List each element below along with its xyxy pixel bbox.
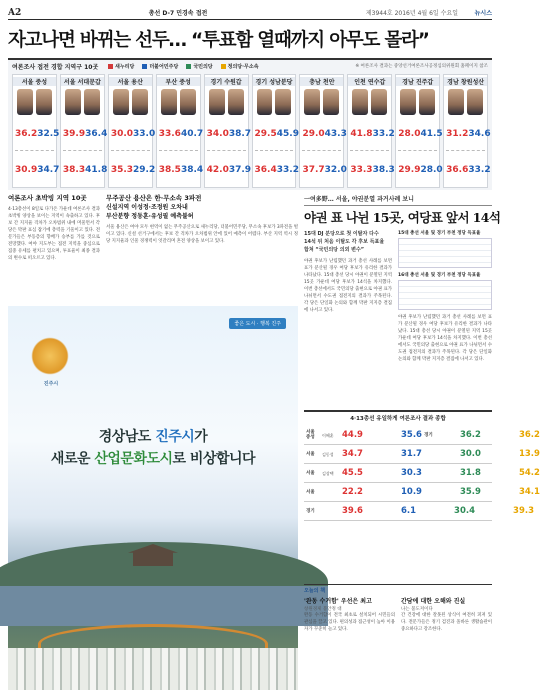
bottom-left-sub: 창원경제 불안정 대 — [304, 607, 342, 612]
ad-headline-2: 새로운 산업문화도시로 비상합니다 — [50, 451, 256, 467]
table-cell — [422, 468, 481, 478]
left-column-body: 4·13총선이 8일로 다가온 가운데 여론조사 결과 초박빙 양상을 보이는 지역이 속출하고 있다. 후보 간 지지율 격차가 오차범위 내에 머물면서 각 당은 막판 표심 잡기에 총력을 기울이고 있다. 전문가들은 부동층의 향배가 승부를 가를 것으로 전망했다. 여야 지도부는 접전 지역을 중심으로 집중 유세를 펼치고 있으며, 투표율이 최종 결과의 변수로 떠오르고 있다. — [8, 207, 100, 261]
candidate-photo — [36, 89, 52, 115]
candidate-photo — [132, 89, 148, 115]
poll-round-1 — [62, 129, 108, 139]
poll-round-2 — [302, 165, 347, 175]
poll-value: 36.4 — [254, 165, 277, 175]
poll-source: ※ 여론조사 결과는 중앙선거여론조사공정심의위원회 홈페이지 참조 — [355, 64, 488, 69]
table-row — [304, 502, 535, 521]
poll-value: 33.0 — [133, 129, 156, 139]
poll-value: 29.9 — [398, 165, 421, 175]
candidate-photo — [65, 89, 81, 115]
candidate-photo — [275, 89, 291, 115]
table-cell — [481, 468, 540, 478]
candidate-photo — [467, 89, 483, 115]
table-value: 35.6 — [400, 430, 422, 440]
candidate-photos — [448, 89, 483, 115]
poll-round-1 — [206, 129, 252, 139]
table-cell — [363, 487, 422, 497]
table-cell — [416, 506, 475, 516]
poll-round-1 — [110, 129, 156, 139]
poll-region-card — [60, 74, 108, 188]
poll-region-card — [395, 74, 443, 188]
poll-value: 38.7 — [228, 129, 252, 139]
poll-value: 32.5 — [37, 129, 60, 139]
table-row — [304, 464, 540, 483]
poll-value: 37.7 — [302, 165, 325, 175]
table-cell — [304, 430, 363, 440]
row-region: 경기 — [306, 508, 315, 514]
poll-value: 32.0 — [324, 165, 347, 175]
table-value: 44.9 — [342, 430, 363, 440]
table-value: 30.4 — [454, 506, 476, 516]
row-region: 서울 중성 — [306, 430, 315, 440]
region-name: 충남 천안 — [300, 77, 343, 86]
candidate-photo — [228, 89, 244, 115]
poll-value: 29.5 — [254, 129, 277, 139]
poll-value: 42.0 — [206, 165, 229, 175]
table-row — [304, 426, 540, 445]
divider — [15, 150, 54, 151]
poll-round-2 — [254, 165, 299, 175]
left-column-head: 여론조사 초박빙 지역 10곳 — [8, 194, 87, 202]
poll-value: 36.6 — [446, 165, 469, 175]
poll-value: 38.4 — [180, 165, 204, 175]
city-skyline — [8, 648, 298, 690]
divider — [255, 150, 294, 151]
candidate-photos — [17, 89, 52, 115]
divider — [302, 150, 341, 151]
poll-graphic — [8, 58, 492, 190]
article-subhead: 14석 뒤 처음 이탈도 각 후보 득표율 — [304, 239, 385, 245]
region-name: 경기 성남분당 — [253, 77, 296, 86]
article-body-cont: 야권 후보가 난립했던 과거 총선 사례를 보면 표가 분산될 경우 여당 후보가 유리한 결과가 나타났다. 15대 총선 당시 야권이 분열된 지역 15곳 가운데 여당 후보가 14석을 차지했다. 이번 총선에서도 국민의당 출현으로 야권 표가 나뉘면서 수도권 접전지의 결과가 주목된다. 각 당은 단일화 논의와 함께 막판 지지층 결집에 나서고 있다. — [398, 315, 492, 362]
poll-round-1 — [398, 129, 443, 139]
poll-value: 33.2 — [468, 165, 491, 175]
divider — [398, 150, 437, 151]
table-value: 31.8 — [459, 468, 481, 478]
table-value: 31.7 — [400, 449, 422, 459]
candidate-photos — [257, 89, 292, 115]
candidate-name: 김상택 — [322, 470, 334, 476]
bottom-left-body: 완동 수거함이 전국 최초로 설치되어 시민들의 관심을 끌고 있다. 편의성과 접근성이 높아 이용자가 꾸준히 늘고 있다. — [304, 613, 395, 632]
bottom-section — [304, 584, 492, 688]
row-region: 서울 — [306, 489, 315, 495]
poll-title: 여론조사 접전 경합 지역구 10곳 — [12, 64, 99, 71]
poll-round-1 — [350, 129, 395, 139]
table-value: 39.6 — [342, 506, 363, 516]
table-value: 22.2 — [342, 487, 363, 497]
table-value: 39.3 — [513, 506, 535, 516]
table-cell — [304, 506, 363, 516]
candidate-photos — [304, 89, 339, 115]
article-subhead: 15대 DJ 분당으로 첫 이탈자 다수 — [304, 231, 379, 237]
row-region: 경기 — [423, 432, 433, 438]
left-column — [8, 194, 100, 302]
candidate-photos — [65, 89, 100, 115]
region-name: 서울 서대문갑 — [61, 77, 104, 86]
poll-regions — [12, 74, 491, 188]
table-value: 36.2 — [459, 430, 481, 440]
candidate-photo — [352, 89, 368, 115]
table-value: 34.7 — [342, 449, 363, 459]
region-name: 서울 용산 — [109, 77, 152, 86]
poll-value: 38.3 — [62, 165, 86, 175]
poll-value: 43.3 — [324, 129, 347, 139]
page-headline: 자고나면 바뀌는 선두… “투표함 열때까지 아무도 몰라” — [8, 30, 429, 51]
bottom-label: 오늘의 책 — [304, 584, 492, 594]
candidate-photo — [209, 89, 225, 115]
middle-column-sub: 신설지역 이성정·조정원 오차내 — [106, 204, 188, 211]
poll-round-1 — [446, 129, 491, 139]
poll-value: 39.9 — [62, 129, 86, 139]
poll-region-card — [156, 74, 204, 188]
table-value: 34.1 — [518, 487, 540, 497]
poll-value: 33.3 — [350, 165, 373, 175]
poll-round-2 — [110, 165, 156, 175]
poll-round-2 — [62, 165, 108, 175]
poll-round-1 — [302, 129, 347, 139]
poll-value: 28.0 — [398, 129, 421, 139]
article-kicker: 一여多野… 서울, 야권분열 과거사례 보니 — [304, 196, 414, 203]
poll-value: 30.0 — [110, 129, 134, 139]
data-table — [398, 238, 492, 268]
poll-round-1 — [254, 129, 299, 139]
results-table-title: 4·13총선 유일하게 여론조사 결과 종합 — [304, 410, 492, 422]
candidate-photos — [400, 89, 435, 115]
poll-value: 33.2 — [372, 129, 395, 139]
poll-round-2 — [15, 165, 60, 175]
bottom-right-sub: 나는 불도저이다 — [401, 607, 433, 612]
poll-value: 38.5 — [158, 165, 181, 175]
poll-round-2 — [350, 165, 395, 175]
bottom-right-head: 간담에 대한 오해와 진실 — [401, 598, 466, 605]
candidate-photo — [84, 89, 100, 115]
poll-value: 34.0 — [206, 129, 229, 139]
bottom-left-head: '완동 수거함' 우선은 최고 — [304, 598, 372, 605]
candidate-photos — [113, 89, 148, 115]
section-title: 총선 D-7 민경속 접전 — [148, 10, 208, 17]
table-caption: 15대 총선 서울 및 경기 부천 정당 득표율 — [398, 231, 481, 236]
region-name: 경남 진주갑 — [396, 77, 439, 86]
candidate-photos — [209, 89, 244, 115]
data-table — [398, 280, 492, 310]
table-value: 45.5 — [342, 468, 363, 478]
divider — [350, 150, 389, 151]
issue-info: 제3944호 2016년 4월 6일 수요일 — [365, 10, 458, 17]
legend-item: 국민의당 — [186, 63, 212, 70]
table-cell — [304, 449, 363, 459]
newspaper-logo: 뉴시스 — [474, 10, 492, 17]
poll-value: 37.9 — [228, 165, 252, 175]
candidate-photo — [304, 89, 320, 115]
candidate-photo — [448, 89, 464, 115]
table-value: 54.2 — [518, 468, 540, 478]
river — [0, 586, 328, 626]
poll-value: 40.7 — [180, 129, 204, 139]
region-name: 경기 수원갑 — [205, 77, 248, 86]
region-name: 서울 중성 — [13, 77, 56, 86]
table-value: 6.1 — [400, 506, 417, 516]
table-caption: 16대 총선 서울 및 경기 부천 정당 득표율 — [398, 273, 481, 278]
page-number: A2 — [8, 7, 22, 18]
legend-swatch-saenuri — [108, 64, 113, 69]
candidate-photo — [323, 89, 339, 115]
candidate-name: 김동성 — [322, 451, 334, 457]
row-region: 서울 — [306, 451, 315, 457]
middle-column-sub2: 부산분향 정동훈·유성필 예측불허 — [106, 213, 194, 220]
poll-region-card — [252, 74, 297, 188]
table-value: 13.9 — [518, 449, 540, 459]
candidate-photo — [113, 89, 129, 115]
table-value: 30.3 — [400, 468, 422, 478]
poll-region-card — [12, 74, 60, 188]
poll-round-2 — [446, 165, 491, 175]
table-cell — [363, 468, 422, 478]
table-cell — [422, 449, 481, 459]
poll-value: 28.0 — [420, 165, 443, 175]
poll-region-card — [204, 74, 252, 188]
divider — [304, 205, 492, 206]
table-row — [304, 445, 540, 464]
poll-value: 38.3 — [372, 165, 395, 175]
candidate-photos — [352, 89, 387, 115]
article-body: 야권 후보가 난립했던 과거 총선 사례를 보면 표가 분산될 경우 여당 후보가 유리한 결과가 나타났다. 15대 총선 당시 야권이 분열된 지역 15곳 가운데 여당 후보가 14석을 차지했다. 이번 총선에서도 국민의당 출현으로 야권 표가 나뉘면서 수도권 접전지의 결과가 주목된다. 각 당은 단일화 논의와 함께 막판 지지층 결집에 나서고 있다. — [304, 259, 392, 313]
candidate-photo — [419, 89, 435, 115]
legend-item: 더불어민주당 — [142, 63, 178, 70]
poll-region-card — [299, 74, 347, 188]
poll-value: 36.2 — [15, 129, 38, 139]
poll-value: 41.8 — [85, 165, 108, 175]
poll-region-card — [347, 74, 395, 188]
candidate-photo — [400, 89, 416, 115]
table-value: 30.0 — [459, 449, 481, 459]
table-cell — [363, 449, 422, 459]
ad-headline-1: 경상남도 진주시가 — [98, 429, 208, 445]
legend-item: 새누리당 — [108, 63, 134, 70]
emblem-label: 진주시 — [43, 381, 59, 387]
poll-value: 34.6 — [468, 129, 491, 139]
jinju-emblem-icon — [28, 334, 72, 378]
article-subhead: 합쳐 “국민의당 의외 변수” — [304, 247, 365, 253]
divider — [63, 150, 102, 151]
poll-legend — [108, 63, 259, 70]
poll-round-2 — [398, 165, 443, 175]
divider — [207, 150, 246, 151]
candidate-photo — [257, 89, 273, 115]
results-table-box — [304, 410, 540, 580]
region-name: 부산 중성 — [157, 77, 200, 86]
poll-value: 36.4 — [85, 129, 108, 139]
poll-value: 41.8 — [350, 129, 373, 139]
table-row — [304, 483, 540, 502]
legend-item: 정의당·무소속 — [221, 63, 259, 70]
table-cell — [363, 430, 422, 440]
candidate-photo — [17, 89, 33, 115]
poll-value: 33.2 — [276, 165, 299, 175]
row-region: 서울 — [306, 470, 315, 476]
middle-column — [106, 194, 298, 302]
poll-value: 41.5 — [420, 129, 443, 139]
table-cell — [422, 487, 481, 497]
region-name: 경남 창원성산 — [444, 77, 487, 86]
poll-value: 29.0 — [302, 129, 325, 139]
divider — [446, 150, 485, 151]
poll-value: 35.3 — [110, 165, 134, 175]
divider — [159, 150, 198, 151]
results-table — [304, 426, 540, 521]
poll-round-1 — [15, 129, 60, 139]
bottom-right-body: 간 건강에 대한 잘못된 상식이 여전히 퍼져 있다. 전문가들은 정기 검진과 올바른 생활습관이 중요하다고 강조한다. — [401, 613, 492, 632]
poll-region-card — [108, 74, 156, 188]
poll-round-2 — [206, 165, 252, 175]
advertisement-jinju — [8, 306, 298, 690]
middle-column-body: 서울 용산은 여야 모두 현역이 없는 무주공산으로 새누리당, 더불어민주당, 무소속 후보가 3파전을 벌이고 있다. 신설 선거구에서는 후보 간 격차가 오차범위 안에 있어 예측이 어렵다. 부산 지역 역시 정당 지지율과 인물 경쟁력이 엇갈리며 혼전 양상을 보이고 있다. — [106, 225, 298, 244]
divider — [111, 150, 150, 151]
poll-value: 34.7 — [37, 165, 60, 175]
middle-column-head: 무주공산 용산은 한·무소속 3파전 — [106, 194, 202, 202]
candidate-name: 이혜훈 — [322, 432, 334, 438]
table-value: 10.9 — [400, 487, 422, 497]
candidate-photo — [161, 89, 177, 115]
poll-value: 30.9 — [15, 165, 38, 175]
poll-region-card — [443, 74, 491, 188]
table-cell — [422, 430, 481, 440]
article-title: 야권 표 나뉜 15곳, 여당표 앞서 14석 — [304, 210, 501, 225]
candidate-photo — [180, 89, 196, 115]
table-cell — [481, 487, 540, 497]
legend-swatch-minju — [142, 64, 147, 69]
poll-value: 29.2 — [133, 165, 156, 175]
poll-round-2 — [158, 165, 204, 175]
poll-value: 33.6 — [158, 129, 181, 139]
poll-round-1 — [158, 129, 204, 139]
poll-value: 45.9 — [276, 129, 299, 139]
table-cell — [475, 506, 534, 516]
right-article — [304, 194, 501, 404]
table-cell — [481, 449, 540, 459]
table-cell — [304, 468, 363, 478]
masthead — [8, 6, 492, 20]
candidate-photo — [371, 89, 387, 115]
candidate-photos — [161, 89, 196, 115]
table-cell — [304, 487, 363, 497]
table-value: 35.9 — [459, 487, 481, 497]
legend-swatch-kookmin — [186, 64, 191, 69]
table-cell — [363, 506, 416, 516]
legend-swatch-other — [221, 64, 226, 69]
region-name: 인천 연수갑 — [348, 77, 391, 86]
ad-badge: 좋은 도시 · 행복 진주 — [229, 318, 286, 329]
table-value: 36.2 — [518, 430, 540, 440]
poll-value: 31.2 — [446, 129, 469, 139]
table-cell — [481, 430, 540, 440]
